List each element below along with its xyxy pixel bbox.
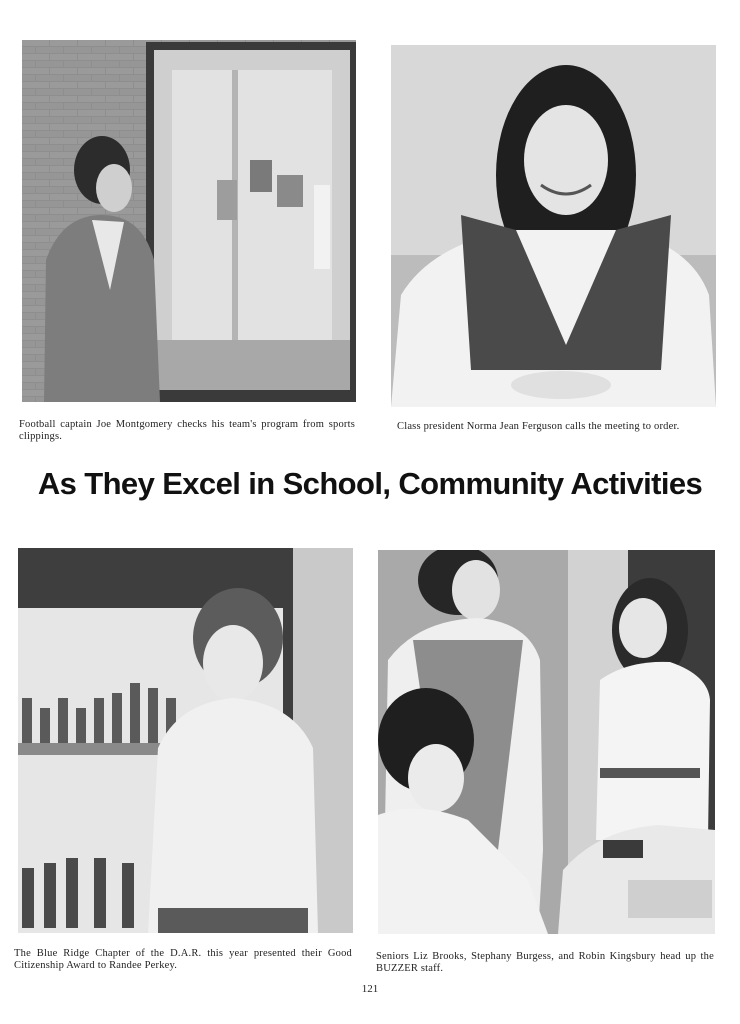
caption-football-captain: Football captain Joe Montgomery checks his team's program from sports clippings. — [19, 419, 355, 442]
page-number: 121 — [361, 983, 379, 995]
photo-good-citizenship-award — [18, 548, 353, 933]
page-headline: As They Excel in School, Community Activities — [37, 466, 703, 501]
caption-class-president: Class president Norma Jean Ferguson calls the meeting to order. — [397, 421, 680, 432]
caption-buzzer-staff: Seniors Liz Brooks, Stephany Burgess, and Robin Kingsbury head up the BUZZER staff. — [376, 951, 714, 974]
photo-class-president — [391, 45, 716, 407]
photo-football-captain — [22, 40, 356, 402]
photo-buzzer-staff — [378, 550, 715, 934]
caption-good-citizenship-award: The Blue Ridge Chapter of the D.A.R. this year presented their Good Citizenship Award to Randee Perkey. — [14, 948, 352, 971]
